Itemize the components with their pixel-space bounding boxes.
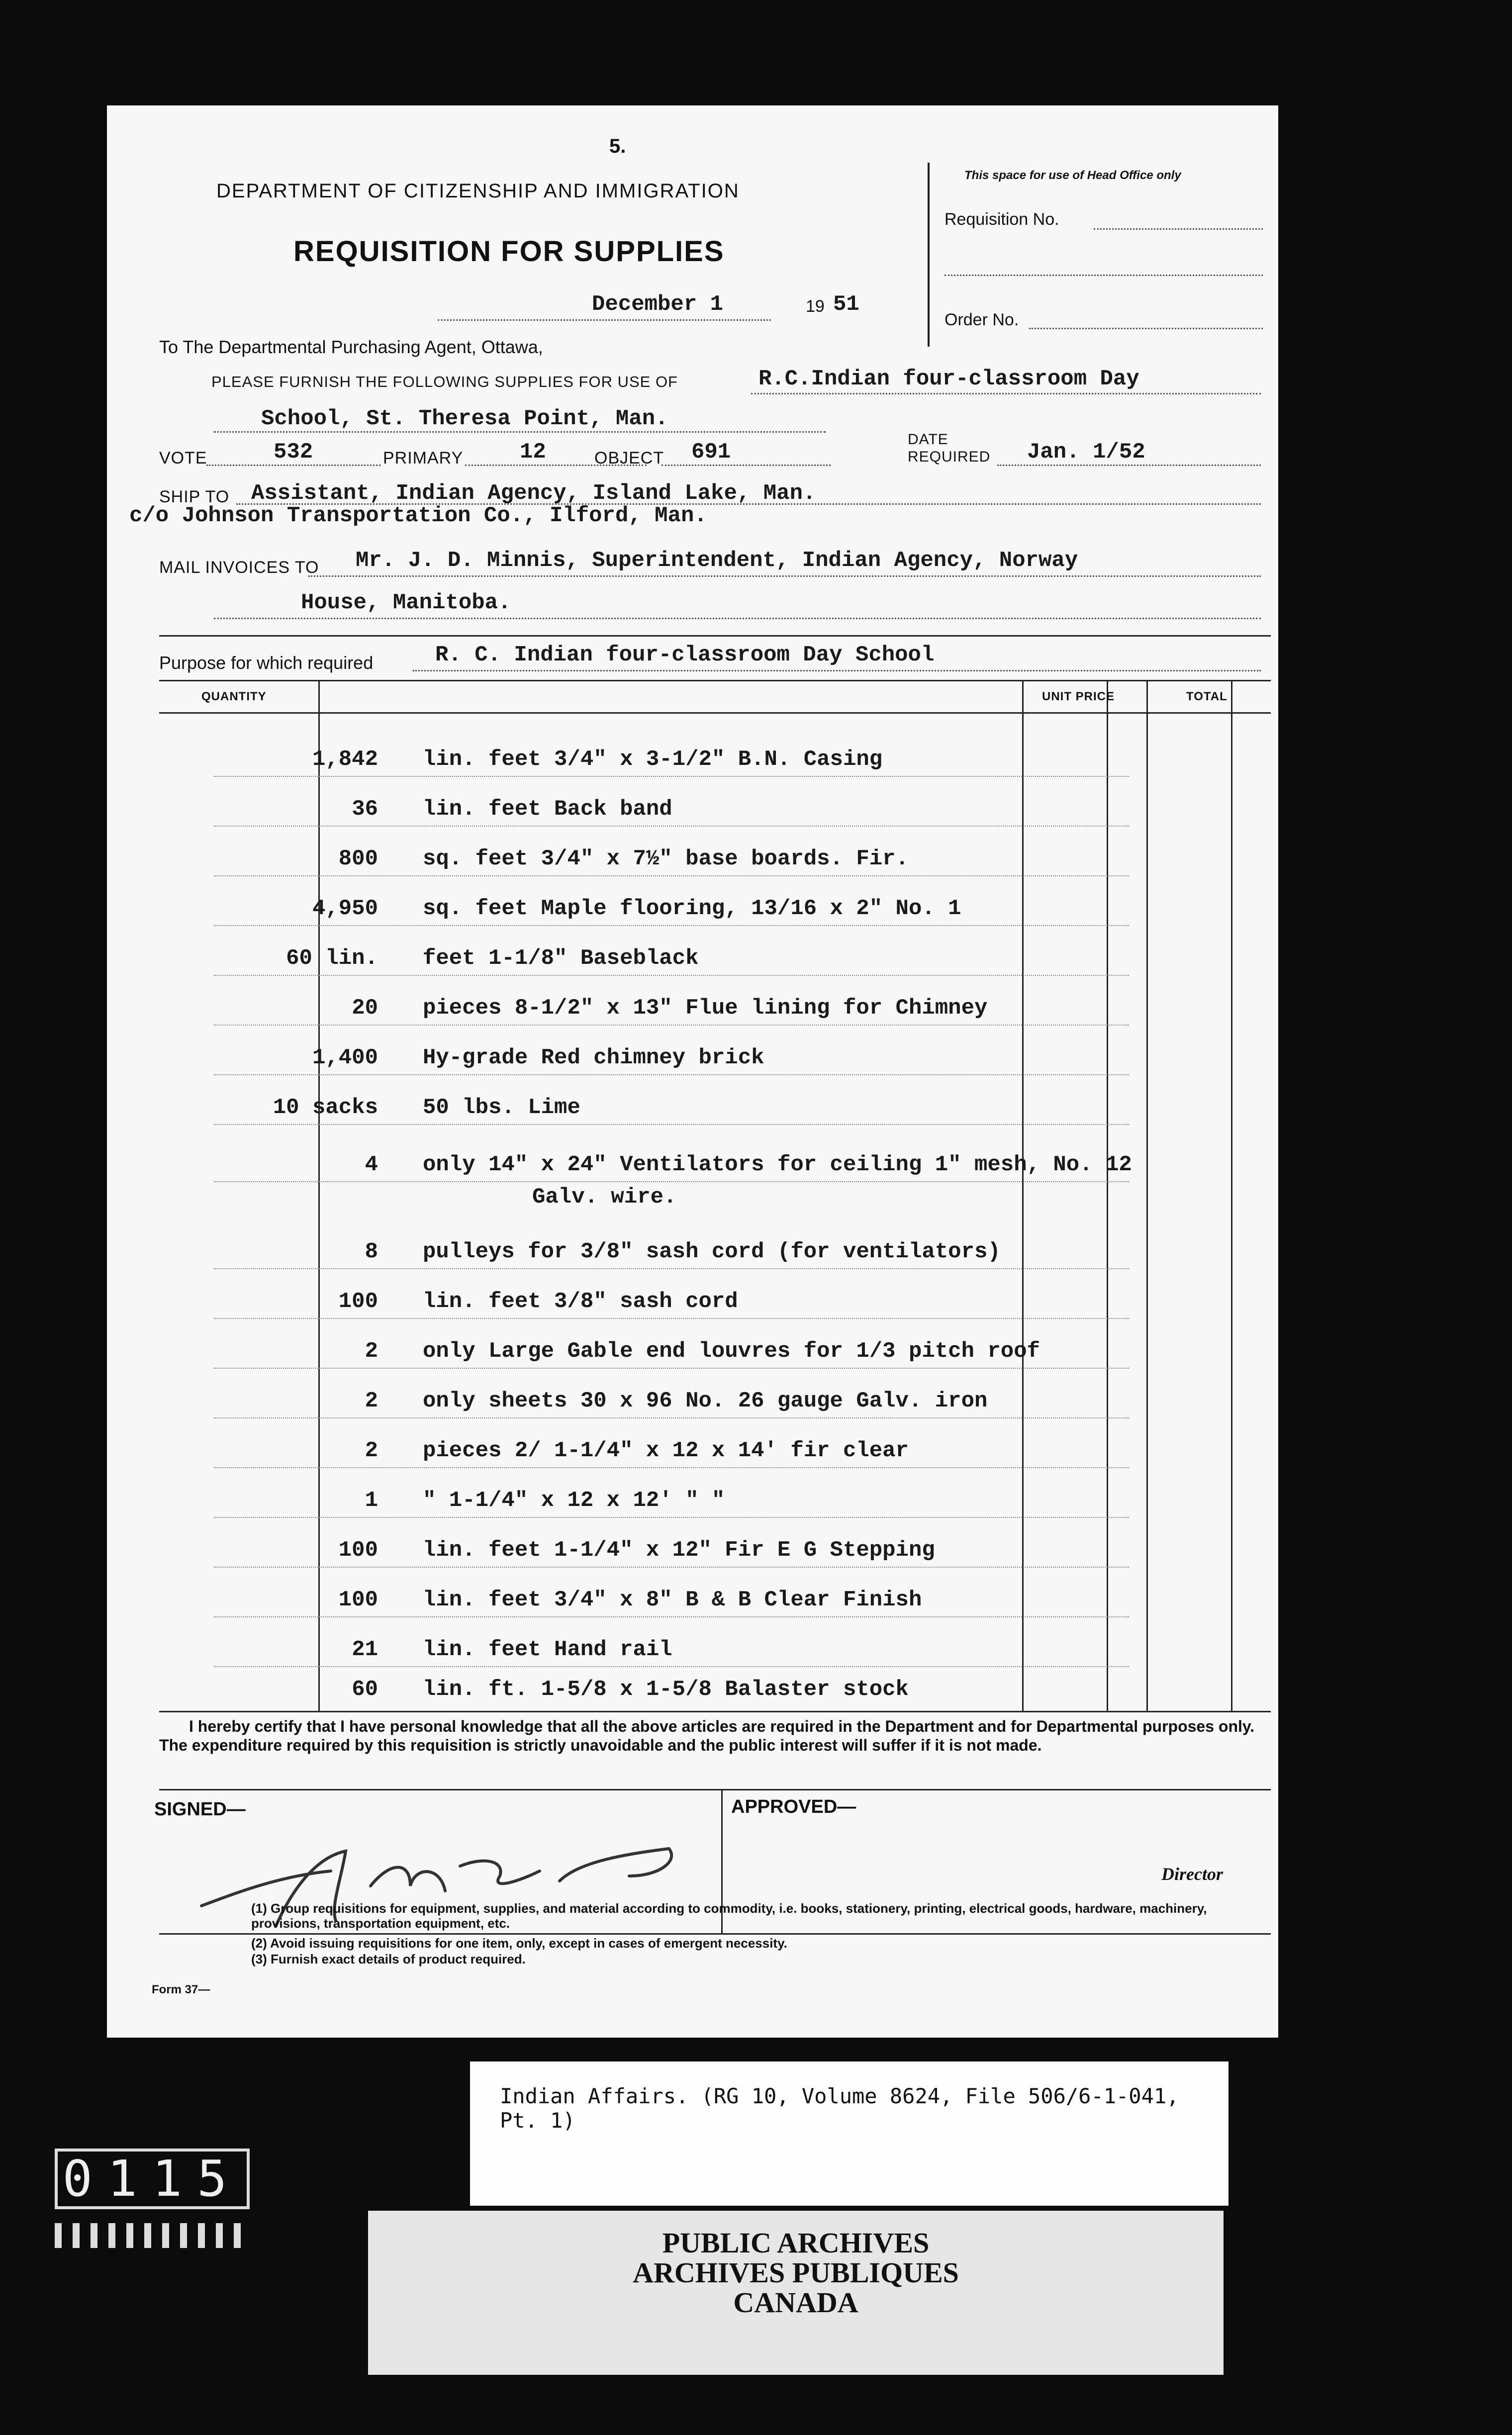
item-description: only sheets 30 x 96 No. 26 gauge Galv. iron xyxy=(423,1389,988,1413)
table-row xyxy=(214,1095,1129,1130)
item-quantity: 4,950 xyxy=(312,896,378,921)
quantity-header: QUANTITY xyxy=(201,690,267,703)
approved-label: APPROVED— xyxy=(731,1796,856,1817)
item-quantity: 800 xyxy=(338,846,378,871)
requisition-no-field[interactable] xyxy=(1094,228,1263,230)
stamp-line-1: PUBLIC ARCHIVES xyxy=(662,2227,930,2259)
table-row xyxy=(214,1289,1129,1324)
signature-top-rule xyxy=(159,1789,1271,1790)
signature-bottom-rule xyxy=(159,1933,1271,1935)
furnish-value-1: R.C.Indian four-classroom Day xyxy=(758,367,1139,391)
item-description: lin. feet Back band xyxy=(423,797,672,822)
requisition-no-label: Requisition No. xyxy=(945,210,1059,229)
item-description: " 1-1/4" x 12 x 12' " " xyxy=(423,1488,725,1513)
item-quantity: 2 xyxy=(365,1339,378,1364)
mail-invoices-value-1: Mr. J. D. Minnis, Superintendent, Indian Agency, Norway xyxy=(356,548,1078,573)
object-label: OBJECT xyxy=(594,449,664,468)
item-description: 50 lbs. Lime xyxy=(423,1095,580,1120)
mail-invoices-line-2 xyxy=(214,618,1261,619)
table-row xyxy=(214,1339,1129,1374)
head-office-caption: This space for use of Head Office only xyxy=(964,169,1181,182)
date-year-suffix: 51 xyxy=(833,292,859,317)
archive-reference-label xyxy=(470,2061,1228,2206)
date-required-line xyxy=(997,465,1261,466)
item-description: lin. feet 3/4" x 3-1/2" B.N. Casing xyxy=(423,747,883,772)
ship-to-value-2: c/o Johnson Transportation Co., Ilford, Man. xyxy=(129,503,707,528)
item-description: pieces 2/ 1-1/4" x 12 x 14' fir clear xyxy=(423,1438,909,1463)
table-row xyxy=(214,1677,1129,1712)
table-row xyxy=(214,1438,1129,1473)
archive-reference-text: Indian Affairs. (RG 10, Volume 8624, File 506/6-1-041, Pt. 1) xyxy=(500,2084,1179,2133)
date-day: December 1 xyxy=(592,292,724,317)
item-quantity: 20 xyxy=(352,996,378,1021)
stamp-line-2: ARCHIVES PUBLIQUES xyxy=(633,2256,959,2289)
table-row xyxy=(214,1152,1132,1187)
item-quantity: 2 xyxy=(365,1438,378,1463)
mail-invoices-value-2: House, Manitoba. xyxy=(301,590,511,615)
table-row xyxy=(214,1538,1129,1573)
item-quantity: 2 xyxy=(365,1389,378,1413)
item-quantity: 10 sacks xyxy=(273,1095,378,1120)
item-quantity: 8 xyxy=(365,1239,378,1264)
furnish-value-2: School, St. Theresa Point, Man. xyxy=(261,406,668,431)
table-row xyxy=(214,747,1129,782)
item-quantity: 1,842 xyxy=(312,747,378,772)
table-row xyxy=(214,846,1129,881)
requisition-form xyxy=(107,105,1278,2038)
item-description: lin. feet 3/4" x 8" B & B Clear Finish xyxy=(423,1588,922,1612)
item-description: pieces 8-1/2" x 13" Flue lining for Chimney xyxy=(423,996,988,1021)
item-quantity: 100 xyxy=(338,1588,378,1612)
table-header-rule xyxy=(159,712,1271,714)
to-line: To The Departmental Purchasing Agent, Ottawa, xyxy=(159,337,543,357)
primary-label: PRIMARY xyxy=(383,449,464,468)
order-no-field[interactable] xyxy=(1029,328,1263,329)
note-1: (1) Group requisitions for equipment, supplies, and material according to commodity, i.e. books, stationery, printing, electrical goods, hardware, machinery, provisions, transportation equipment, etc. xyxy=(251,1901,1207,1931)
table-row xyxy=(214,1588,1129,1622)
table-row xyxy=(214,1488,1129,1523)
object-line xyxy=(662,465,831,466)
item-description: pulleys for 3/8" sash cord (for ventilators) xyxy=(423,1239,1001,1264)
furnish-label: PLEASE FURNISH THE FOLLOWING SUPPLIES FOR USE OF xyxy=(211,373,678,390)
purpose-value: R. C. Indian four-classroom Day School xyxy=(435,643,935,667)
ship-to-label: SHIP TO xyxy=(159,487,230,506)
certification-text: I hereby certify that I have personal knowledge that all the above articles are required in the Department and for Departmental purposes only. The expenditure required by this requisition is strictly unavoidable and the public interest will suffer if it is not made. xyxy=(159,1717,1255,1754)
table-row xyxy=(214,946,1129,981)
ship-to-value-1: Assistant, Indian Agency, Island Lake, Man. xyxy=(251,481,816,506)
frame-number: 0115 xyxy=(55,2149,250,2209)
section-divider xyxy=(159,635,1271,637)
item-quantity: 36 xyxy=(352,797,378,822)
purpose-label: Purpose for which required xyxy=(159,653,374,673)
primary-value: 12 xyxy=(520,440,546,465)
item-description: only 14" x 24" Ventilators for ceiling 1" mesh, No. 12 xyxy=(423,1152,1132,1177)
table-row xyxy=(214,896,1129,931)
purpose-line xyxy=(413,670,1261,671)
date-required-label-1: DATE xyxy=(908,431,948,448)
item-quantity: 60 lin. xyxy=(286,946,378,971)
item-description: only Large Gable end louvres for 1/3 pitch roof xyxy=(423,1339,1040,1364)
item-quantity: 1 xyxy=(365,1488,378,1513)
item-description: feet 1-1/8" Baseblack xyxy=(423,946,699,971)
unit-price-header: UNIT PRICE xyxy=(1042,690,1115,703)
table-row xyxy=(214,1389,1129,1423)
item-quantity: 1,400 xyxy=(312,1045,378,1070)
item-description: lin. feet 1-1/4" x 12" Fir E G Stepping xyxy=(423,1538,935,1563)
item-description: lin. feet Hand rail xyxy=(423,1637,672,1662)
item-quantity: 21 xyxy=(352,1637,378,1662)
item-quantity: 4 xyxy=(365,1152,378,1177)
mail-invoices-line-1 xyxy=(308,575,1261,577)
date-required-value: Jan. 1/52 xyxy=(1027,440,1145,465)
total-column-rule xyxy=(1146,680,1148,1712)
stamp-line-3: CANADA xyxy=(733,2286,858,2319)
item-quantity: 60 xyxy=(352,1677,378,1702)
mail-invoices-label: MAIL INVOICES TO xyxy=(159,558,319,577)
item-description: sq. feet 3/4" x 7½" base boards. Fir. xyxy=(423,846,909,871)
item-description: lin. ft. 1-5/8 x 1-5/8 Balaster stock xyxy=(423,1677,909,1702)
total-header: TOTAL xyxy=(1186,690,1228,703)
note-2: (2) Avoid issuing requisitions for one item, only, except in cases of emergent necessity. xyxy=(251,1936,787,1951)
table-row xyxy=(214,996,1129,1030)
page-number: 5. xyxy=(609,135,626,157)
table-row xyxy=(214,1637,1129,1672)
date-line xyxy=(438,319,771,321)
head-office-box xyxy=(928,163,1273,347)
signed-label: SIGNED— xyxy=(154,1799,246,1820)
date-required-label-2: REQUIRED xyxy=(908,449,991,465)
form-title: REQUISITION FOR SUPPLIES xyxy=(293,235,725,268)
vote-label: VOTE xyxy=(159,449,207,468)
order-no-label: Order No. xyxy=(945,310,1019,329)
department-heading: DEPARTMENT OF CITIZENSHIP AND IMMIGRATION xyxy=(216,180,740,202)
vote-line xyxy=(206,465,380,466)
table-bottom-rule xyxy=(159,1711,1271,1712)
total-cents-rule xyxy=(1231,680,1232,1712)
furnish-line-2 xyxy=(214,431,826,433)
date-year-prefix: 19 xyxy=(806,297,825,316)
form-number: Form 37— xyxy=(152,1983,210,1996)
item-description: Galv. wire. xyxy=(532,1185,677,1210)
item-quantity: 100 xyxy=(338,1289,378,1314)
archives-stamp xyxy=(368,2211,1224,2375)
item-description: Hy-grade Red chimney brick xyxy=(423,1045,764,1070)
furnish-line-1 xyxy=(751,393,1261,394)
table-row xyxy=(214,1045,1129,1080)
table-row xyxy=(214,797,1129,832)
item-description: lin. feet 3/8" sash cord xyxy=(423,1289,738,1314)
object-value: 691 xyxy=(691,440,731,465)
head-office-blank-line xyxy=(945,275,1263,276)
note-3: (3) Furnish exact details of product required. xyxy=(251,1952,526,1967)
vote-value: 532 xyxy=(274,440,313,465)
film-scale-ruler xyxy=(55,2223,244,2248)
table-top-rule xyxy=(159,680,1271,681)
table-row xyxy=(214,1185,1129,1219)
item-quantity: 100 xyxy=(338,1538,378,1563)
table-row xyxy=(214,1239,1129,1274)
item-description: sq. feet Maple flooring, 13/16 x 2" No. 1 xyxy=(423,896,961,921)
director-label: Director xyxy=(1161,1864,1223,1884)
